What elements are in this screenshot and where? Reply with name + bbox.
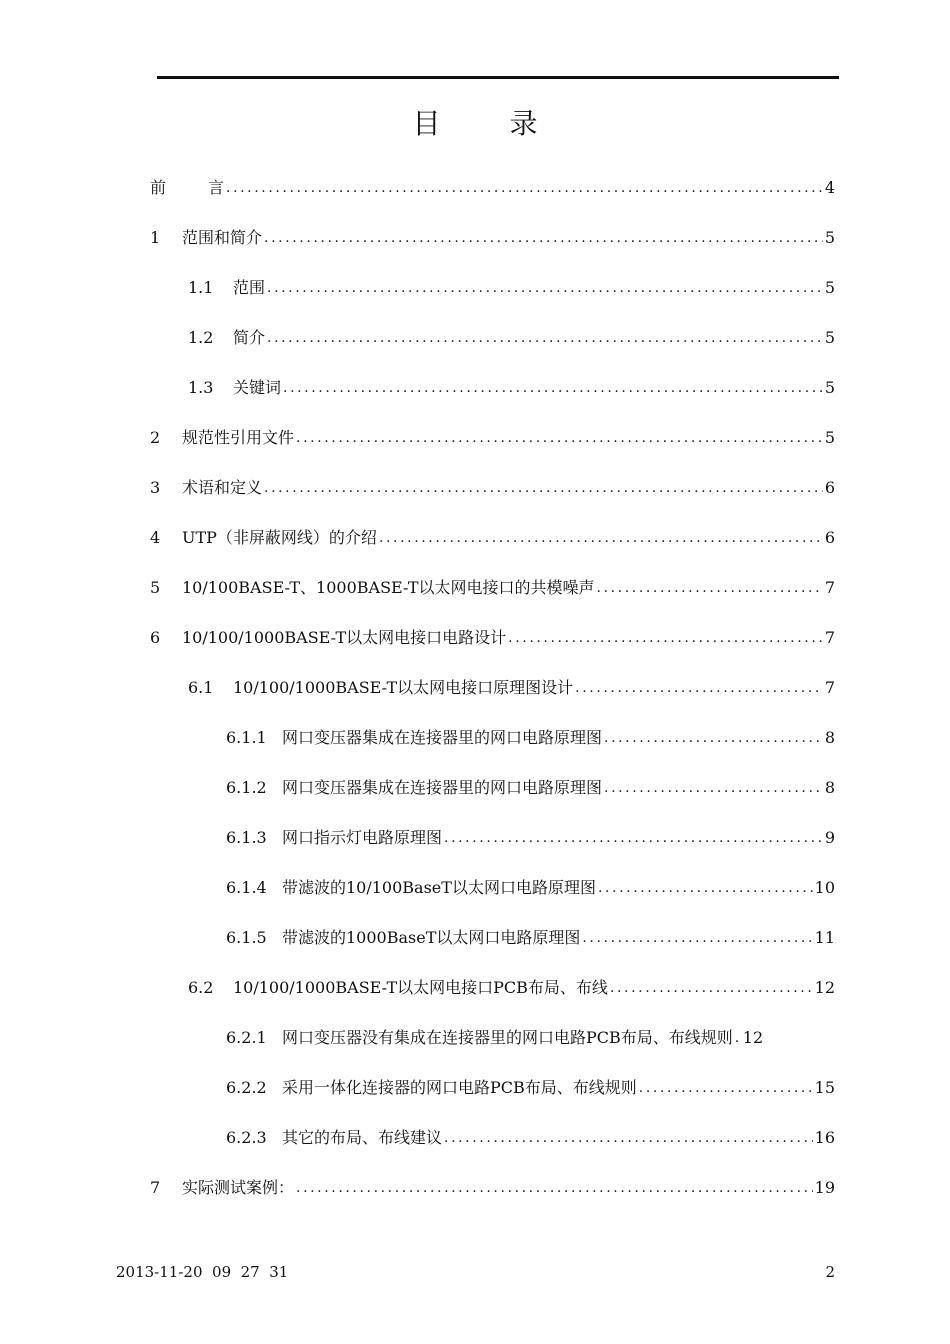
toc-entry-title: 言 (208, 178, 225, 197)
header-rule (157, 76, 839, 79)
toc-entry-page: 19 (814, 1178, 835, 1197)
toc-entry-page: 5 (824, 328, 835, 347)
toc-entry-6-1-5[interactable] (226, 921, 835, 955)
toc-entry-title: 网口变压器集成在连接器里的网口电路原理图 (282, 778, 603, 797)
toc-entry-number: 6.2.3 (226, 1128, 267, 1147)
toc-entry-page: 5 (824, 378, 835, 397)
footer-timestamp: 2013-11-20 09 27 31 (116, 1263, 289, 1281)
toc-entry-6-1-4[interactable] (226, 871, 835, 905)
toc-dot-leader (582, 921, 812, 955)
toc-entry-page: 5 (824, 228, 835, 247)
toc-entry-number: 6.1.2 (226, 778, 267, 797)
toc-entry-1-2[interactable] (188, 321, 835, 355)
toc-dot-leader (283, 371, 823, 405)
toc-entry-number: 1.1 (188, 278, 214, 297)
toc-dot-leader (267, 271, 823, 305)
toc-entry-number: 6.2 (188, 978, 214, 997)
toc-entry-4[interactable] (150, 521, 835, 555)
toc-dot-leader (639, 1071, 813, 1105)
toc-entry-1-1[interactable] (188, 271, 835, 305)
toc-entry-number: 6.1.5 (226, 928, 267, 947)
toc-entry-title: 10/100/1000BASE-T以太网电接口原理图设计 (233, 678, 574, 697)
toc-entry-title: 网口变压器没有集成在连接器里的网口电路PCB布局、布线规则 (282, 1028, 733, 1047)
toc-dot-leader (444, 821, 823, 855)
toc-entry-3[interactable] (150, 471, 835, 505)
toc-entry-2[interactable] (150, 421, 835, 455)
toc-entry-5[interactable] (150, 571, 835, 605)
toc-entry-number: 1 (150, 228, 161, 247)
toc-entry-title: 网口指示灯电路原理图 (282, 828, 443, 847)
toc-entry-6-1-3[interactable] (226, 821, 835, 855)
toc-entry-number: 6.1.1 (226, 728, 267, 747)
toc-entry-1[interactable] (150, 221, 835, 255)
toc-entry-title: 其它的布局、布线建议 (282, 1128, 443, 1147)
toc-entry-page: 12 (814, 978, 835, 997)
toc-entry-page: 6 (824, 478, 835, 497)
toc-dot-leader (610, 971, 813, 1005)
toc-entry-number: 6.2.1 (226, 1028, 267, 1047)
toc-entry-number: 6.1.4 (226, 878, 267, 897)
toc-entry-title: 范围和简介 (182, 228, 263, 247)
toc-entry-title: 规范性引用文件 (182, 428, 295, 447)
toc-dot-leader (264, 471, 823, 505)
toc-entry-title: 带滤波的1000BaseT以太网口电路原理图 (282, 928, 581, 947)
toc-entry-6-2-3[interactable] (226, 1121, 835, 1155)
toc-entry-number: 6.1 (188, 678, 214, 697)
toc-dot-leader (379, 521, 823, 555)
page-title: 目 录 (412, 107, 568, 140)
toc-entry-page: 5 (824, 278, 835, 297)
footer-page-number: 2 (825, 1263, 835, 1281)
toc-entry-number: 5 (150, 578, 161, 597)
toc-dot-leader (735, 1021, 741, 1055)
toc-entry-page: 7 (824, 578, 835, 597)
toc-entry-title: 关键词 (233, 378, 282, 397)
toc-entry-6-1-1[interactable] (226, 721, 835, 755)
toc-entry-title: UTP（非屏蔽网线）的介绍 (182, 528, 377, 547)
toc-entry-number: 6.2.2 (226, 1078, 267, 1097)
toc-entry-number: 2 (150, 428, 161, 447)
toc-entry-6-1-2[interactable] (226, 771, 835, 805)
toc-entry-title: 实际测试案例： (182, 1178, 295, 1197)
toc-entry-page: 7 (824, 678, 835, 697)
toc-entry-title: 10/100/1000BASE-T以太网电接口PCB布局、布线 (233, 978, 608, 997)
toc-entry-preface[interactable] (150, 171, 835, 205)
toc-dot-leader (604, 721, 823, 755)
toc-entry-number: 1.2 (188, 328, 214, 347)
toc-entry-number: 7 (150, 1178, 161, 1197)
toc-dot-leader (226, 171, 823, 205)
toc-dot-leader (597, 571, 823, 605)
toc-entry-6-1[interactable] (188, 671, 835, 705)
toc-entry-page: 4 (824, 178, 835, 197)
toc-dot-leader (296, 1171, 813, 1205)
toc-entry-title: 网口变压器集成在连接器里的网口电路原理图 (282, 728, 603, 747)
toc-entry-page: 8 (824, 778, 835, 797)
toc-entry-title: 10/100BASE-T、1000BASE-T以太网电接口的共模噪声 (182, 578, 595, 597)
toc-entry-page: 11 (814, 928, 835, 947)
toc-entry-number: 6.1.3 (226, 828, 267, 847)
toc-dot-leader (296, 421, 823, 455)
toc-entry-page: 8 (824, 728, 835, 747)
toc-entry-number: 1.3 (188, 378, 214, 397)
toc-entry-6-2-1[interactable] (226, 1021, 835, 1055)
toc-dot-leader (264, 221, 823, 255)
toc-entry-6[interactable] (150, 621, 835, 655)
toc-entry-title: 简介 (233, 328, 266, 347)
toc-entry-title: 采用一体化连接器的网口电路PCB布局、布线规则 (282, 1078, 637, 1097)
toc-entry-page: 16 (814, 1128, 835, 1147)
toc-entry-number: 4 (150, 528, 161, 547)
toc-dot-leader (267, 321, 823, 355)
toc-entry-page: 12 (742, 1028, 764, 1047)
toc-entry-title: 术语和定义 (182, 478, 263, 497)
toc-entry-page: 5 (824, 428, 835, 447)
toc-entry-page: 10 (814, 878, 835, 897)
toc-entry-title: 带滤波的10/100BaseT以太网口电路原理图 (282, 878, 596, 897)
toc-entry-page: 7 (824, 628, 835, 647)
toc-entry-number: 3 (150, 478, 161, 497)
toc-dot-leader (598, 871, 813, 905)
toc-dot-leader (604, 771, 823, 805)
toc-entry-7[interactable] (150, 1171, 835, 1205)
toc-entry-number: 前 (150, 178, 167, 197)
toc-dot-leader (444, 1121, 813, 1155)
toc-entry-page: 15 (814, 1078, 835, 1097)
toc-entry-6-2-2[interactable] (226, 1071, 835, 1105)
toc-entry-page: 9 (824, 828, 835, 847)
toc-entry-title: 10/100/1000BASE-T以太网电接口电路设计 (182, 628, 507, 647)
toc-entry-1-3[interactable] (188, 371, 835, 405)
toc-entry-title: 范围 (233, 278, 266, 297)
toc-dot-leader (508, 621, 823, 655)
toc-entry-6-2[interactable] (188, 971, 835, 1005)
toc-dot-leader (575, 671, 823, 705)
toc-entry-number: 6 (150, 628, 161, 647)
toc-entry-page: 6 (824, 528, 835, 547)
